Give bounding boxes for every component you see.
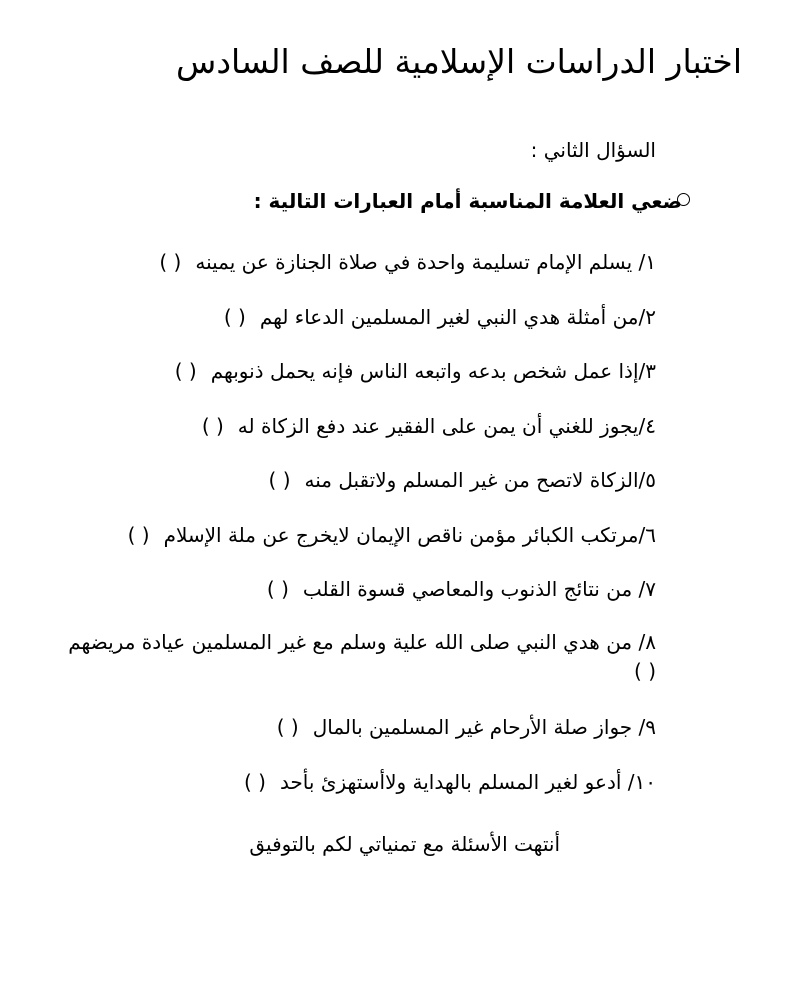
answer-box[interactable]: ( ): [268, 468, 291, 492]
statement-item-4: [202, 411, 656, 441]
statement-text: ٧/ من نتائج الذنوب والمعاصي قسوة القلب: [302, 577, 656, 601]
statement-item-2: [224, 302, 656, 332]
statement-item-8: [56, 628, 656, 686]
statement-text: ١٠/ أدعو لغير المسلم بالهداية ولاأستهزئ بأحد: [279, 770, 656, 794]
statement-text: ٨/ من هدي النبي صلى الله علية وسلم مع غير المسلمين عيادة مريضهم: [68, 630, 656, 654]
answer-box[interactable]: ( ): [201, 414, 224, 438]
statement-item-3: [175, 356, 656, 386]
statement-item-5: [269, 465, 656, 495]
instruction-text: ضعي العلامة المناسبة أمام العبارات التالية :: [253, 189, 682, 213]
statement-text: ٣/إذا عمل شخص بدعه واتبعه الناس فإنه يحمل ذنوبهم: [210, 359, 656, 383]
statement-text: ٢/من أمثلة هدي النبي لغير المسلمين الدعاء لهم: [259, 305, 656, 329]
statement-text: ٤/يجوز للغني أن يمن على الفقير عند دفع الزكاة له: [237, 414, 656, 438]
answer-box[interactable]: ( ): [276, 715, 299, 739]
answer-box[interactable]: ( ): [243, 770, 266, 794]
answer-box[interactable]: ( ): [266, 577, 289, 601]
statement-item-7: [267, 574, 656, 604]
answer-box[interactable]: ( ): [174, 359, 197, 383]
answer-box[interactable]: ( ): [127, 523, 150, 547]
statement-text: ١/ يسلم الإمام تسليمة واحدة في صلاة الجنازة عن يمينه: [195, 250, 656, 274]
statement-item-1: [159, 247, 656, 277]
statement-text: ٥/الزكاة لاتصح من غير المسلم ولاتقبل منه: [304, 468, 656, 492]
answer-box[interactable]: ( ): [223, 305, 246, 329]
statement-text: ٦/مرتكب الكبائر مؤمن ناقص الإيمان لايخرج عن ملة الإسلام: [163, 523, 656, 547]
statement-item-6: [128, 520, 656, 550]
statement-item-9: [277, 712, 656, 742]
exam-title: اختبار الدراسات الإسلامية للصف السادس: [176, 42, 742, 81]
statement-text: ٩/ جواز صلة الأرحام غير المسلمين بالمال: [312, 715, 656, 739]
answer-box[interactable]: ( ): [634, 659, 656, 683]
closing-text: أنتهت الأسئلة مع تمنياتي لكم بالتوفيق: [249, 832, 560, 856]
question-label: السؤال الثاني :: [530, 138, 656, 162]
statement-item-10: [244, 767, 656, 797]
answer-box[interactable]: ( ): [159, 250, 182, 274]
